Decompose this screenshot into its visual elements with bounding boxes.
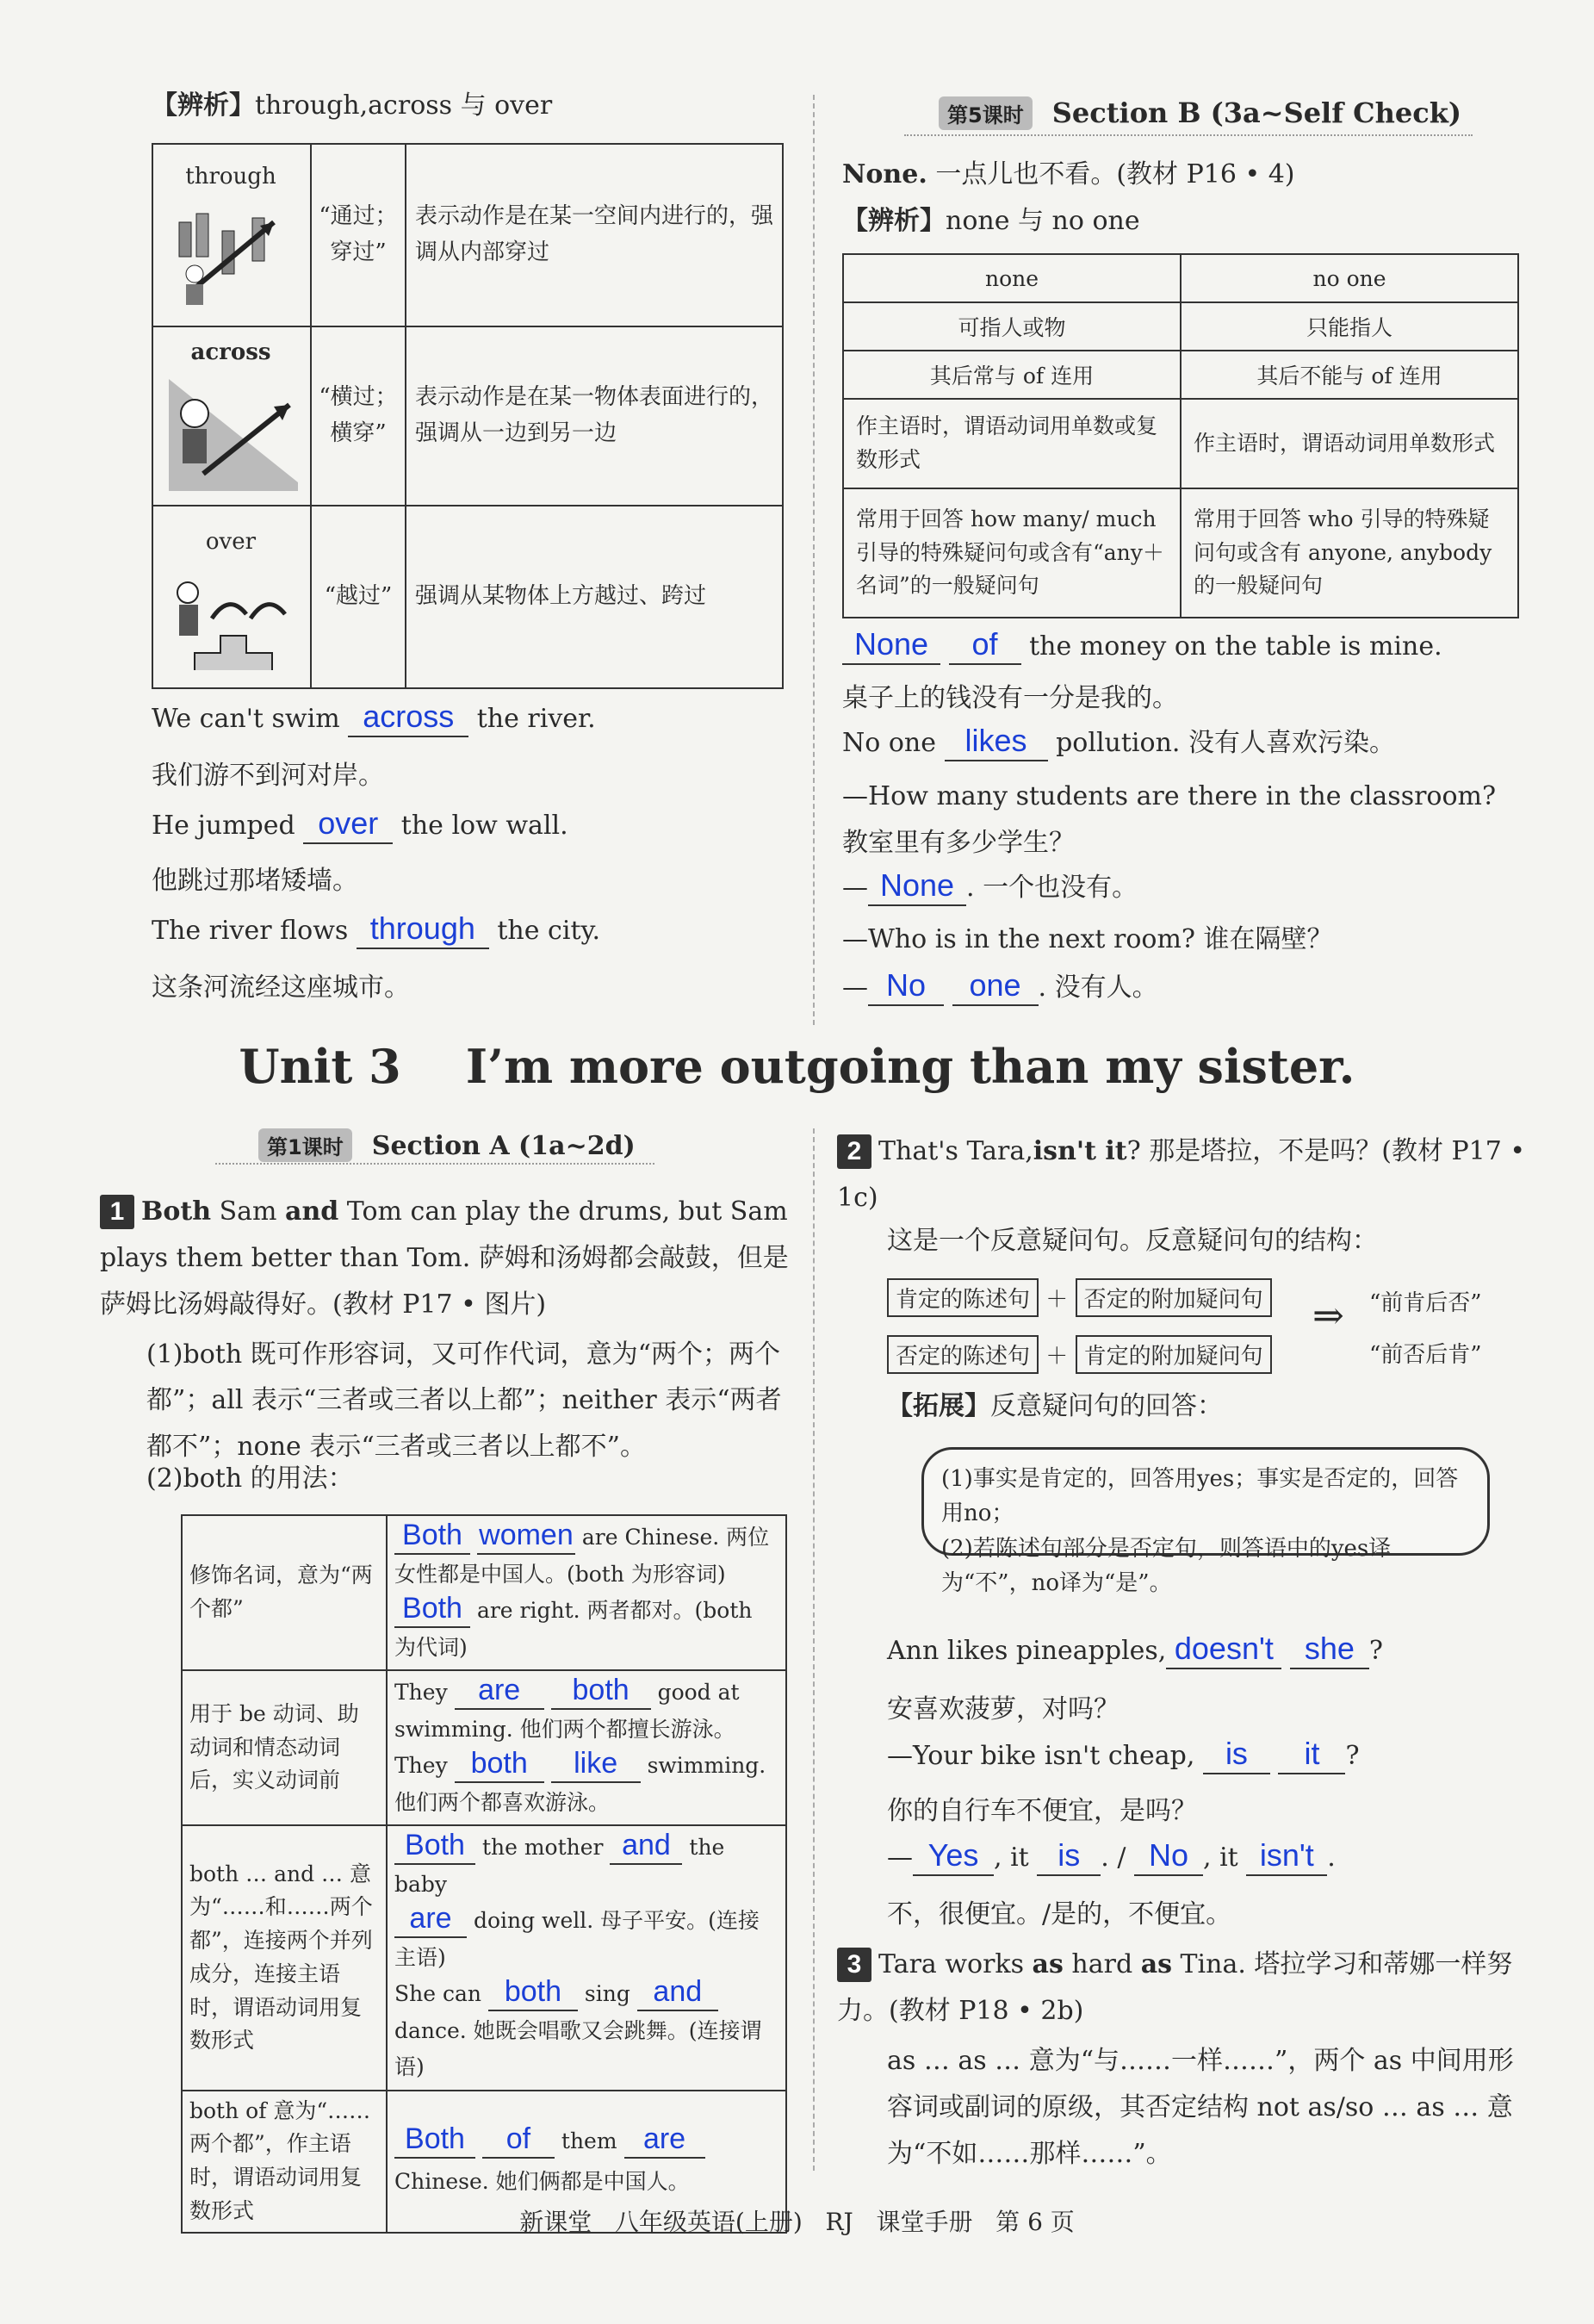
note-label: 【辨析】 [152, 90, 255, 121]
column-divider [813, 95, 815, 1025]
none-note [842, 207, 1140, 237]
header-dotline [215, 1163, 654, 1165]
text: ? [1368, 1636, 1383, 1666]
ex-text: He jumped [152, 811, 295, 841]
bubble-line-2: (2)若陈述句部分是否定句，则答语中的yes译为“不”，no译为“是”。 [941, 1535, 1392, 1596]
answer: Both [394, 1594, 470, 1628]
dash: — [842, 972, 868, 1003]
answer-is-2: is [1037, 1840, 1101, 1876]
text: the baby [394, 1835, 725, 1897]
column-divider [813, 1128, 815, 2171]
answer: Both [394, 1830, 475, 1865]
answer: and [610, 1830, 682, 1865]
text: They [394, 1753, 448, 1778]
text: Sam [211, 1196, 286, 1227]
structure-box: 肯定的附加疑问句 [1076, 1335, 1272, 1374]
word-across: across [190, 339, 271, 365]
prep-table [152, 143, 784, 689]
cell: 常用于回答 how many/ much 引导的特殊疑问句或含有“any＋名词”的一般疑问句 [843, 488, 1181, 618]
text: , it [1203, 1842, 1238, 1873]
usage-left: both of 意为“……两个都”，作主语时，谓语动词用复数形式 [182, 2091, 387, 2233]
text: ? 那是塔拉，不是吗？(教材 P17 • 1c) [837, 1136, 1526, 1213]
structure-row-1 [887, 1278, 1272, 1317]
section-title: Section B (3a~Self Check) [1051, 96, 1461, 129]
over-meaning: “越过” [311, 506, 406, 688]
dash: — [887, 1842, 913, 1873]
th-noone: no one [1181, 254, 1518, 302]
bold-word: Both [141, 1196, 212, 1227]
text: Chinese. 她们俩都是中国人。 [394, 2169, 690, 2194]
ex-text: . 一个也没有。 [966, 873, 1138, 903]
text: hard [1063, 1949, 1141, 1979]
answer: of [482, 2124, 555, 2159]
usage-left: 修饰名词，意为“两个都” [182, 1515, 387, 1670]
none-bold: None. [842, 159, 927, 190]
text: ? [1345, 1741, 1360, 1771]
answer-it: it [1278, 1738, 1345, 1774]
ex-text: the low wall. [400, 811, 568, 841]
item-3-p: as … as … 意为“与……一样……”，两个 as 中间用形容词或副词的原级，其否定结构 not as/so … as … 意为“不如……那样……”。 [887, 2046, 1514, 2169]
rule-1: “前肯后否” [1369, 1290, 1482, 1316]
item-number: 3 [837, 1948, 871, 1982]
answer-rules-bubble [921, 1447, 1490, 1596]
answer: are [394, 1904, 467, 1938]
answer: women [477, 1520, 575, 1555]
text: Ann likes pineapples, [887, 1636, 1167, 1666]
text: are Chinese. 两位女性都是中国人。(both 为形容词) [394, 1525, 770, 1587]
note-text: none 与 no one [946, 206, 1140, 236]
tag-example-3 [887, 1837, 1336, 1876]
structure-box: 否定的附加疑问句 [1076, 1278, 1272, 1317]
answer-doesnt: doesn't [1166, 1633, 1281, 1669]
prep-example-3-cn: 这条河流经这座城市。 [152, 972, 410, 1003]
prep-example-1 [152, 701, 596, 737]
text: Tara works [878, 1949, 1033, 1979]
bold-word: isn't it [1033, 1136, 1127, 1166]
usage-right [387, 1670, 786, 1825]
over-illustration-icon [169, 567, 298, 679]
answer-of: of [949, 629, 1021, 665]
text: They [394, 1680, 448, 1705]
text: Tina. 塔拉学习和蒂娜一样努力。(教材 P18 • 2b) [837, 1949, 1513, 2026]
item-3 [837, 1942, 1526, 2035]
text: She can [394, 1981, 481, 2006]
extension-note [887, 1392, 1223, 1422]
ex-text: . 没有人。 [1038, 972, 1158, 1003]
answer-is: is [1203, 1738, 1270, 1774]
answer: are [455, 1675, 544, 1710]
text: doing well. 母子平安。(连接主语) [394, 1908, 760, 1970]
none-example-1-cn: 桌子上的钱没有一分是我的。 [842, 683, 1178, 713]
usage-right [387, 1825, 786, 2091]
cell: 常用于回答 who 引导的特殊疑问句或含有 anyone, anybody 的一般疑问句 [1181, 488, 1518, 618]
through-illustration-icon [171, 205, 291, 308]
answer-through: through [357, 913, 489, 949]
item-1-p2: (2)both 的用法： [146, 1463, 354, 1494]
tag-example-2 [887, 1738, 1360, 1774]
none-example-4-a [842, 967, 1158, 1006]
note-label: 【辨析】 [842, 206, 946, 236]
answer-over: over [303, 808, 393, 844]
over-cell [152, 506, 311, 688]
text: them [561, 2128, 617, 2153]
text: sing [584, 1981, 630, 2006]
answer: are [624, 2124, 705, 2159]
prep-example-2-cn: 他跳过那堵矮墙。 [152, 866, 358, 896]
structure-box: 否定的陈述句 [887, 1335, 1039, 1374]
answer-she: she [1290, 1633, 1369, 1669]
tag-example-1 [887, 1633, 1383, 1669]
usage-left: 用于 be 动词、助动词和情态动词后，实义动词前 [182, 1670, 387, 1825]
text: the mother [481, 1835, 604, 1860]
none-example-2 [842, 725, 1395, 761]
answer: Both [394, 2124, 475, 2159]
through-meaning: “通过；穿过” [311, 144, 406, 326]
tag-example-1-cn: 安喜欢菠萝，对吗？ [887, 1694, 1120, 1724]
across-cell [152, 326, 311, 506]
cell: 作主语时，谓语动词用单数形式 [1181, 399, 1518, 488]
unit-title: Unit 3 I’m more outgoing than my sister. [239, 1039, 1355, 1094]
item-2-p1: 这是一个反意疑问句。反意疑问句的结构： [887, 1226, 1378, 1256]
across-meaning: “横过；横穿” [311, 326, 406, 506]
answer: both [551, 1675, 651, 1710]
note-text: through,across 与 over [255, 90, 553, 121]
answer-across: across [348, 701, 468, 737]
text: Tom can play the drums, but Sam plays them better than Tom. 萨姆和汤姆都会敲鼓，但是萨姆比汤姆敲得好。(教材 P17 • 图片) [100, 1196, 789, 1320]
both-usage-table [181, 1514, 787, 2234]
item-1 [100, 1189, 789, 1328]
ex-text: the money on the table is mine. [1029, 631, 1442, 662]
section-title: Section A (1a~2d) [371, 1131, 636, 1161]
text: . [1327, 1842, 1336, 1873]
cell: 其后常与 of 连用 [843, 351, 1181, 399]
word-over: over [205, 529, 257, 555]
ex-text: No one [842, 728, 936, 758]
text: swimming. 他们两个都喜欢游泳。 [394, 1753, 766, 1815]
text: dance. 她既会唱歌又会跳舞。(连接谓语) [394, 2017, 762, 2079]
answer: Both [394, 1520, 470, 1555]
lesson-badge: 第5课时 [939, 96, 1033, 130]
tag-example-2-cn: 你的自行车不便宜，是吗？ [887, 1796, 1197, 1826]
text: That's Tara, [878, 1136, 1033, 1166]
bold-word: as [1140, 1949, 1173, 1979]
through-cell [152, 144, 311, 326]
ex-text: the river. [476, 704, 596, 734]
prep-example-3 [152, 910, 600, 949]
structure-box: 肯定的陈述句 [887, 1278, 1039, 1317]
item-2 [837, 1128, 1526, 1221]
answer-one: one [952, 970, 1039, 1006]
prep-example-2 [152, 805, 568, 844]
lesson1-header [258, 1128, 636, 1162]
ext-text: 反意疑问句的回答： [990, 1391, 1223, 1421]
item-1-p1: (1)both 既可作形容词，又可作代词，意为“两个；两个都”；all 表示“三者或三者以上都”；neither 表示“两者都不”；none 表示“三者或三者以上都不”。 [146, 1339, 782, 1462]
dash: — [842, 873, 868, 903]
bold-word: as [1032, 1949, 1064, 1979]
text: —Your bike isn't cheap, [887, 1741, 1195, 1771]
usage-right [387, 1515, 786, 1670]
none-example-3-a [842, 867, 1138, 906]
answer-yes: Yes [913, 1840, 994, 1876]
plus-sign: ＋ [1045, 1344, 1069, 1370]
none-example-1 [842, 626, 1442, 665]
item-number: 2 [837, 1134, 871, 1169]
through-across-note [152, 91, 552, 121]
word-through: through [185, 164, 276, 190]
ex-text: We can't swim [152, 704, 340, 734]
answer-likes: likes [945, 725, 1048, 761]
ex-text: The river flows [152, 916, 349, 946]
arrow-icon: ⇒ [1312, 1294, 1344, 1338]
plus-sign: ＋ [1045, 1287, 1069, 1313]
answer: both [455, 1749, 544, 1783]
header-dotline [904, 134, 1473, 136]
ex-text: the city. [497, 916, 600, 946]
none-noone-table [842, 253, 1519, 618]
cell: 其后不能与 of 连用 [1181, 351, 1518, 399]
over-desc: 强调从某物体上方越过、跨过 [406, 506, 783, 688]
answer: like [551, 1749, 641, 1783]
answer-isnt: isn't [1246, 1840, 1327, 1876]
structure-row-2 [887, 1335, 1272, 1374]
across-illustration-icon [169, 370, 298, 491]
cell: 只能指人 [1181, 302, 1518, 351]
item-number: 1 [100, 1195, 134, 1229]
answer: and [637, 1977, 718, 2011]
prep-example-1-cn: 我们游不到河对岸。 [152, 761, 384, 791]
answer-no-2: No [1134, 1840, 1203, 1876]
ext-label: 【拓展】 [887, 1391, 990, 1421]
none-example-4-q: —Who is in the next room? 谁在隔壁？ [842, 924, 1333, 954]
bubble-line-1: (1)事实是肯定的，回答用yes；事实是否定的，回答用no； [941, 1466, 1459, 1527]
lesson-badge: 第1课时 [258, 1128, 352, 1162]
through-desc: 表示动作是在某一空间内进行的，强调从内部穿过 [406, 144, 783, 326]
lesson5-header [939, 96, 1461, 130]
none-example-3-q: —How many students are there in the classroom? [842, 781, 1497, 811]
th-none: none [843, 254, 1181, 302]
cell: 可指人或物 [843, 302, 1181, 351]
page-footer: 新课堂 八年级英语(上册) RJ 课堂手册 第 6 页 [519, 2208, 1075, 2236]
bold-word: and [285, 1196, 339, 1227]
cell: 作主语时，谓语动词用单数或复数形式 [843, 399, 1181, 488]
none-example-3-qcn: 教室里有多少学生？ [842, 828, 1075, 858]
none-rest: 一点儿也不看。(教材 P16 • 4) [935, 159, 1295, 190]
ex-text: pollution. 没有人喜欢污染。 [1056, 728, 1395, 758]
tag-example-3-cn: 不，很便宜。/是的，不便宜。 [887, 1899, 1232, 1929]
answer-no: No [868, 970, 944, 1006]
rule-2: “前否后肯” [1369, 1342, 1482, 1368]
answer: both [488, 1977, 578, 2011]
none-line [842, 160, 1295, 190]
across-desc: 表示动作是在某一物体表面进行的，强调从一边到另一边 [406, 326, 783, 506]
text: , it [994, 1842, 1029, 1873]
answer-none-2: None [868, 870, 966, 906]
text: . / [1101, 1842, 1126, 1873]
usage-left: both … and … 意为“……和……两个都”，连接两个并列成分，连接主语时，谓语动词用复数形式 [182, 1825, 387, 2091]
text: good at swimming. 他们两个都擅长游泳。 [394, 1680, 740, 1742]
text: are right. 两者都对。(both 为代词) [394, 1598, 753, 1660]
answer-none: None [842, 629, 940, 665]
